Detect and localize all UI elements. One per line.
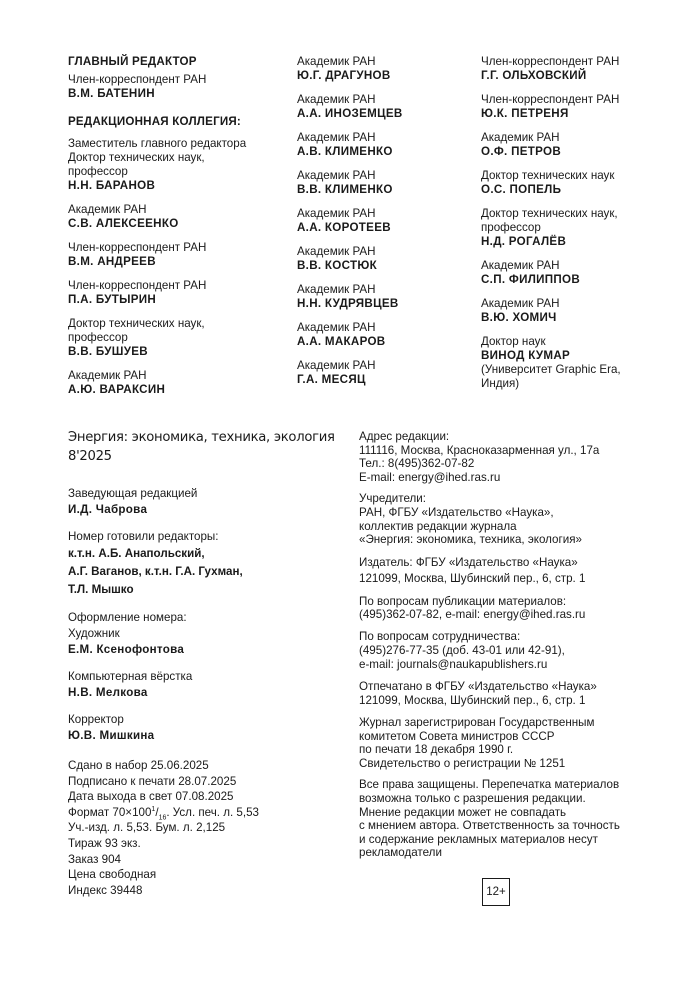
typeset-date: Сдано в набор 25.06.2025 bbox=[68, 759, 209, 772]
journal-title: Энергия: экономика, техника, экология bbox=[68, 430, 335, 445]
member-name: С.П. ФИЛИППОВ bbox=[481, 273, 581, 286]
staff-block bbox=[68, 486, 338, 898]
member-name: В.В. БУШУЕВ bbox=[68, 345, 148, 358]
board-member bbox=[297, 169, 472, 197]
founders: Учредители: РАН, ФГБУ «Издательство «Наука», коллектив редакции журнала «Энергия: экономика, техника, экология» bbox=[359, 492, 582, 547]
board-member bbox=[297, 283, 472, 311]
member-role: Академик РАН bbox=[297, 169, 376, 182]
release-date: Дата выхода в свет 07.08.2025 bbox=[68, 790, 234, 804]
proofreader bbox=[68, 712, 338, 744]
print-run: Тираж 93 экз. bbox=[68, 836, 141, 850]
board-member bbox=[68, 203, 283, 231]
board-member bbox=[68, 241, 283, 269]
member-name: В.Ю. ХОМИЧ bbox=[481, 311, 557, 324]
staff-names: к.т.н. А.Б. Анапольский, А.Г. Ваганов, к.т.н. Г.А. Гухман, Т.Л. Мышко bbox=[68, 547, 243, 596]
board-member bbox=[481, 335, 671, 391]
member-name: О.Ф. ПЕТРОВ bbox=[481, 145, 561, 158]
board-member bbox=[297, 131, 472, 159]
member-name: Ю.К. ПЕТРЕНЯ bbox=[481, 107, 569, 120]
member-name: П.А. БУТЫРИН bbox=[68, 293, 157, 306]
editorial-address: Адрес редакции: 111116, Москва, Красноказарменная ул., 17а Тел.: 8(495)362-07-82 E-mail: energy@ihed.ras.ru bbox=[359, 430, 600, 484]
board-member bbox=[297, 321, 472, 349]
imprint-data bbox=[68, 758, 338, 898]
member-role: Доктор наук bbox=[481, 335, 546, 348]
board-member bbox=[297, 93, 472, 121]
staff-name: И.Д. Чаброва bbox=[68, 503, 148, 516]
member-role: Академик РАН bbox=[297, 321, 376, 334]
head-of-office bbox=[68, 486, 338, 518]
board-member bbox=[68, 279, 283, 307]
member-name: Н.Н. БАРАНОВ bbox=[68, 179, 156, 192]
publisher: Издатель: ФГБУ «Издательство «Наука» 121099, Москва, Шубинский пер., 6, стр. 1 bbox=[359, 555, 586, 585]
member-role: Академик РАН bbox=[68, 369, 147, 382]
member-name: Г.А. МЕСЯЦ bbox=[297, 373, 366, 386]
member-name: А.А. КОРОТЕЕВ bbox=[297, 221, 391, 234]
issue-editors bbox=[68, 529, 338, 599]
member-name: ВИНОД КУМАР bbox=[481, 349, 571, 362]
staff-role: Художник bbox=[68, 627, 120, 640]
age-rating-badge: 12+ bbox=[482, 878, 510, 906]
chief-editor-entry bbox=[68, 73, 283, 101]
staff-role: Компьютерная вёрстка bbox=[68, 670, 193, 683]
staff-role: Заведующая редакцией bbox=[68, 487, 198, 500]
member-role: Академик РАН bbox=[297, 55, 376, 68]
member-role: Доктор технических наук, профессор bbox=[481, 207, 618, 234]
staff-name: Ю.В. Мишкина bbox=[68, 729, 155, 742]
member-name: А.А. ИНОЗЕМЦЕВ bbox=[297, 107, 403, 120]
member-role: Член-корреспондент РАН bbox=[68, 279, 207, 292]
member-name: С.В. АЛЕКСЕЕНКО bbox=[68, 217, 179, 230]
member-role: Академик РАН bbox=[297, 93, 376, 106]
index-number: Индекс 39448 bbox=[68, 883, 143, 897]
member-role: Академик РАН bbox=[481, 297, 560, 310]
journal-title-block bbox=[68, 428, 338, 466]
member-role: Доктор технических наук, профессор bbox=[68, 317, 205, 344]
board-member bbox=[481, 93, 671, 121]
board-member bbox=[481, 55, 671, 83]
registration: Журнал зарегистрирован Государственным комитетом Совета министров СССР по печати 18 декабря 1990 г. Свидетельство о регистрации № 1251 bbox=[359, 715, 595, 770]
editorial-board-heading: РЕДАКЦИОННАЯ КОЛЛЕГИЯ: bbox=[68, 115, 241, 128]
publisher-info bbox=[359, 430, 659, 868]
board-member bbox=[481, 169, 671, 197]
member-name: Н.Д. РОГАЛЁВ bbox=[481, 235, 567, 248]
member-role: Академик РАН bbox=[297, 359, 376, 372]
board-member bbox=[297, 55, 472, 83]
copyright-notice: Все права защищены. Перепечатка материалов возможна только с разрешения редакции. Мнение редакции может не совпадать с мнением автора. Ответственность за точность и содержание рекламных материалов несут рекламодатели bbox=[359, 778, 620, 860]
member-name: В.М. БАТЕНИН bbox=[68, 87, 155, 100]
signed-date: Подписано к печати 28.07.2025 bbox=[68, 774, 237, 788]
publication-contact: По вопросам публикации материалов: (495)362-07-82, e-mail: energy@ihed.ras.ru bbox=[359, 594, 586, 622]
member-role: Академик РАН bbox=[297, 131, 376, 144]
layout-staff bbox=[68, 669, 338, 701]
board-member bbox=[297, 207, 472, 235]
format-line: Формат $70\times 100^1/_{16}$. Усл. печ. л. 5,53 bbox=[68, 805, 259, 822]
staff-role: Корректор bbox=[68, 713, 124, 726]
board-member bbox=[481, 207, 671, 249]
member-name: В.В. КЛИМЕНКО bbox=[297, 183, 393, 196]
member-name: В.М. АНДРЕЕВ bbox=[68, 255, 156, 268]
board-member bbox=[297, 359, 472, 387]
price: Цена свободная bbox=[68, 868, 157, 882]
board-member bbox=[481, 259, 671, 287]
member-role: Академик РАН bbox=[297, 283, 376, 296]
member-name: В.В. КОСТЮК bbox=[297, 259, 378, 272]
member-name: А.А. МАКАРОВ bbox=[297, 335, 386, 348]
member-role: Заместитель главного редактора Доктор технических наук, профессор bbox=[68, 137, 247, 178]
board-member bbox=[481, 297, 671, 325]
member-role: Член-корреспондент РАН bbox=[481, 93, 620, 106]
member-name: О.С. ПОПЕЛЬ bbox=[481, 183, 562, 196]
member-role: Академик РАН bbox=[297, 207, 376, 220]
member-name: А.В. КЛИМЕНКО bbox=[297, 145, 393, 158]
masthead-column-3 bbox=[481, 55, 671, 401]
board-member bbox=[297, 245, 472, 273]
order-number: Заказ 904 bbox=[68, 852, 121, 866]
member-role: Член-корреспондент РАН bbox=[68, 73, 207, 86]
board-member bbox=[481, 131, 671, 159]
sheets-line: Уч.-изд. л. 5,53. Бум. л. 2,125 bbox=[68, 821, 226, 835]
member-role: Академик РАН bbox=[481, 259, 560, 272]
staff-name: Н.В. Мелкова bbox=[68, 686, 148, 699]
staff-role: Номер готовили редакторы: bbox=[68, 530, 219, 543]
member-role: Академик РАН bbox=[297, 245, 376, 258]
board-member bbox=[68, 137, 283, 193]
member-role: Доктор технических наук bbox=[481, 169, 615, 182]
design-heading: Оформление номера: bbox=[68, 611, 187, 624]
member-role: Член-корреспондент РАН bbox=[481, 55, 620, 68]
member-name: Н.Н. КУДРЯВЦЕВ bbox=[297, 297, 399, 310]
member-role: Академик РАН bbox=[68, 203, 147, 216]
board-member bbox=[68, 317, 283, 359]
journal-issue: 8'2025 bbox=[68, 449, 112, 464]
member-role: Академик РАН bbox=[481, 131, 560, 144]
member-affiliation: (Университет Graphic Era, Индия) bbox=[481, 363, 621, 390]
member-role: Член-корреспондент РАН bbox=[68, 241, 207, 254]
masthead-column-2 bbox=[297, 55, 472, 397]
board-member bbox=[68, 369, 283, 397]
printing-house: Отпечатано в ФГБУ «Издательство «Наука» 121099, Москва, Шубинский пер., 6, стр. 1 bbox=[359, 679, 597, 707]
member-name: Г.Г. ОЛЬХОВСКИЙ bbox=[481, 69, 587, 82]
issue-design bbox=[68, 610, 338, 658]
masthead-column-1 bbox=[68, 55, 283, 407]
chief-editor-heading: ГЛАВНЫЙ РЕДАКТОР bbox=[68, 55, 197, 68]
member-name: А.Ю. ВАРАКСИН bbox=[68, 383, 166, 396]
cooperation-contact: По вопросам сотрудничества: (495)276-77-35 (доб. 43-01 или 42-91), e-mail: journals@naukapublishers.ru bbox=[359, 629, 565, 671]
member-name: Ю.Г. ДРАГУНОВ bbox=[297, 69, 391, 82]
staff-name: Е.М. Ксенофонтова bbox=[68, 643, 185, 656]
